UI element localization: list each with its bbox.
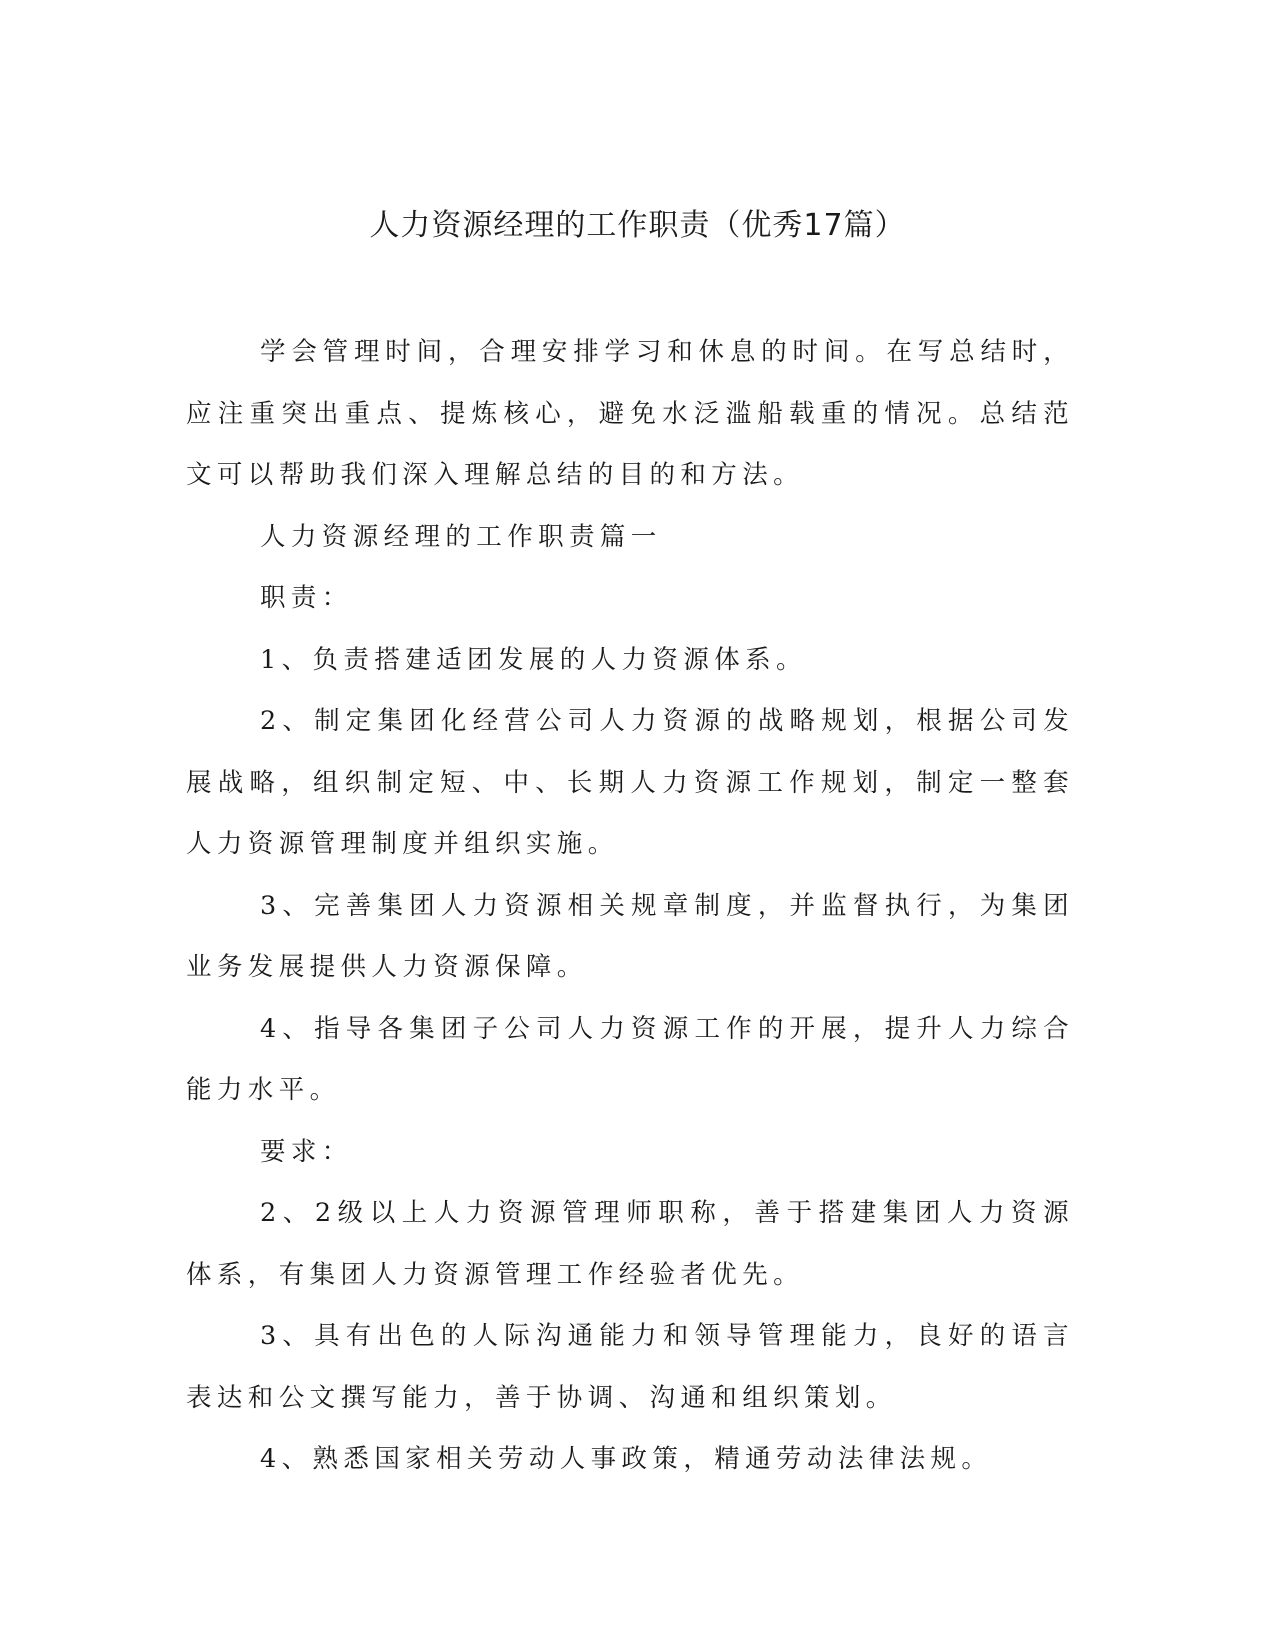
document-body	[186, 322, 1074, 1491]
duty-item-2: 2、制定集团化经营公司人力资源的战略规划，根据公司发展战略，组织制定短、中、长期人力资源工作规划，制定一整套人力资源管理制度并组织实施。	[186, 706, 1074, 859]
duty-item-1: 1、负责搭建适团发展的人力资源体系。	[260, 644, 807, 675]
label-requirements: 要求：	[260, 1136, 353, 1167]
requirement-item-4: 4、熟悉国家相关劳动人事政策，精通劳动法律法规。	[260, 1444, 993, 1474]
requirement-item-3: 3、具有出色的人际沟通能力和领导管理能力，良好的语言表达和公文撰写能力，善于协调、沟通和组织策划。	[186, 1321, 1074, 1413]
duty-item-3: 3、完善集团人力资源相关规章制度，并监督执行，为集团业务发展提供人力资源保障。	[186, 890, 1074, 982]
section-heading-part-one: 人力资源经理的工作职责篇一	[260, 521, 662, 552]
duty-item-4: 4、指导各集团子公司人力资源工作的开展，提升人力综合能力水平。	[186, 1013, 1074, 1105]
label-duties: 职责：	[260, 583, 353, 613]
requirement-item-2: 2、2级以上人力资源管理师职称，善于搭建集团人力资源体系，有集团人力资源管理工作经验者优先。	[186, 1198, 1074, 1290]
document-title: 人力资源经理的工作职责（优秀17篇）	[369, 208, 906, 243]
paragraph-intro: 学会管理时间，合理安排学习和休息的时间。在写总结时，应注重突出重点、提炼核心，避免水泛滥船载重的情况。总结范文可以帮助我们深入理解总结的目的和方法。	[186, 337, 1074, 490]
